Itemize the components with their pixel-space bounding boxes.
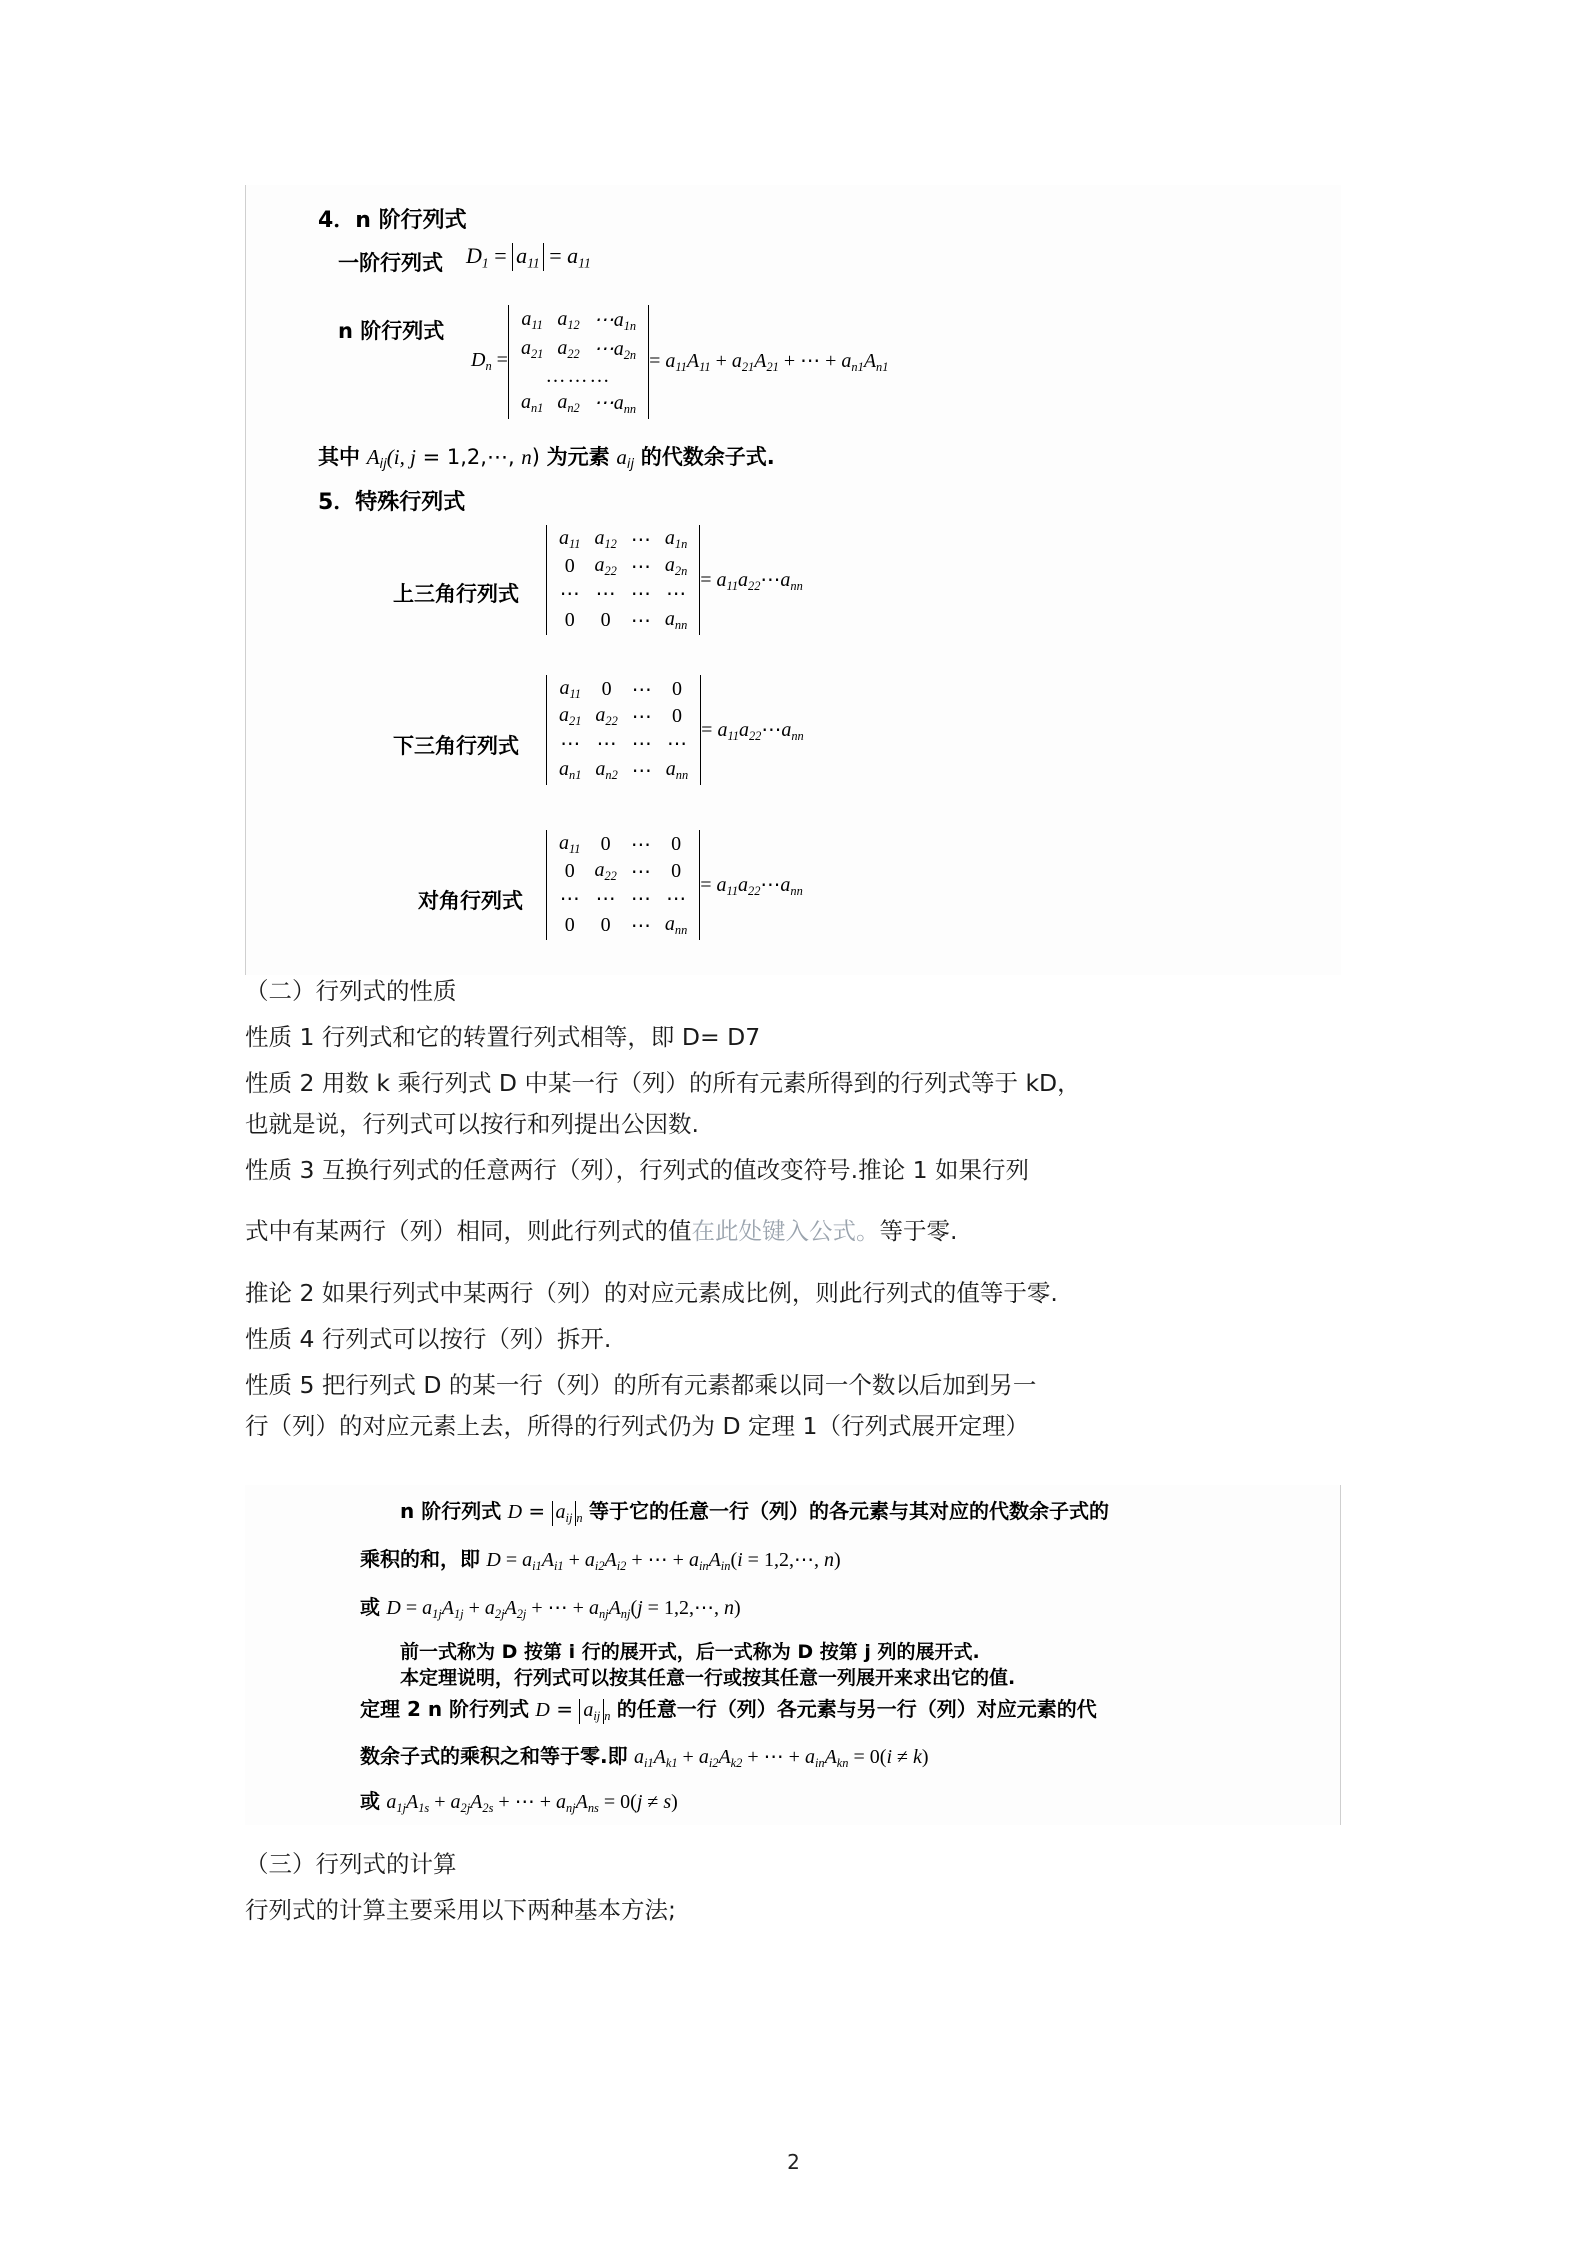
property-3-line2-suffix: 等于零. [879,1217,958,1245]
figure1-n-order-formula: $D_n$ = $a_{11}$ $a_{12}$ $\cdots a_{1n}$ $a_{21}$ $a_{22}$ $\cdots a_{2n}$ ……… $a_{n1}$ $a_{n2}$ $\cdots a_{nn}$ = $a_{11}A_{11} + a_{21}A_{21}$ + ⋯ + $a_{n1}A_{n1}$ [471,305,888,419]
figure2-line-2: 乘积的和，即 $D = a_{i1}A_{i1} + a_{i2}A_{i2}$ + ⋯ + $a_{in}A_{in}(i$ = 1,2,⋯, n) [360,1547,841,1573]
matrix-lower-triangular: $a_{11}$ 0 ⋯ 0 $a_{21}$ $a_{22}$ ⋯ 0 ⋯ ⋯ ⋯ ⋯ $a_{n1}$ $a_{n2}$ ⋯ $a_{nn}$ [546,675,701,785]
figure2-line-3: 或 $D = a_{1j}A_{1j} + a_{2j}A_{2j}$ + ⋯ + $a_{nj}A_{nj}(j$ = 1,2,⋯, n) [360,1595,741,1621]
figure2-line-7: 数余子式的乘积之和等于零.即 $a_{i1}A_{k1} + a_{i2}A_{k2}$ + ⋯ + $a_{in}A_{kn} = 0(i \ne k)$ [360,1744,929,1770]
section-three-title: （三）行列式的计算 [245,1850,457,1878]
corollary-2: 推论 2 如果行列式中某两行（列）的对应元素成比例，则此行列式的值等于零. [245,1279,1058,1307]
upper-triangular-label: 上三角行列式 [393,582,519,606]
matrix-n-order: $a_{11}$ $a_{12}$ $\cdots a_{1n}$ $a_{21}$ $a_{22}$ $\cdots a_{2n}$ ……… $a_{n1}$ $a_{n2}$ $\cdots a_{nn}$ [508,305,649,419]
figure1-first-order-label: 一阶行列式 [338,251,443,275]
property-1: 性质 1 行列式和它的转置行列式相等，即 D= D7 [245,1023,761,1051]
figure-expansion-theorem [245,1485,1341,1825]
figure1-first-order-formula: $D_1 = a_{11} = a_{11}$ [466,243,591,271]
figure1-heading-5: 5．特殊行列式 [318,490,466,515]
figure1-n-order-label: n 阶行列式 [338,319,445,343]
property-5-line2: 行（列）的对应元素上去，所得的行列式仍为 D 定理 1（行列式展开定理） [245,1412,1029,1440]
matrix-diagonal: $a_{11}$ 0 ⋯ 0 0 $a_{22}$ ⋯ 0 ⋯ ⋯ ⋯ ⋯ 0 0 ⋯ $a_{nn}$ [546,830,700,940]
figure1-where-line: 其中 $A_{ij}(i$, j = 1,2,⋯, n) 为元素 $a_{ij}$ 的代数余子式. [318,445,775,473]
property-3-line2-prefix: 式中有某两行（列）相同，则此行列式的值 [245,1217,692,1245]
matrix-upper-triangular: $a_{11}$ $a_{12}$ ⋯ $a_{1n}$ 0 $a_{22}$ ⋯ $a_{2n}$ ⋯ ⋯ ⋯ ⋯ 0 0 ⋯ $a_{nn}$ [546,525,700,635]
figure2-line-1: n 阶行列式 $D = a_{ij}$ $_n$ 等于它的任意一行（列）的各元素与其对应的代数余子式的 [400,1499,1109,1525]
lower-triangular-formula: $a_{11}$ 0 ⋯ 0 $a_{21}$ $a_{22}$ ⋯ 0 ⋯ ⋯ ⋯ ⋯ $a_{n1}$ $a_{n2}$ ⋯ $a_{nn}$ = $a_{11}a_{22}\cdots a_{nn}$ [546,675,804,785]
figure2-line-4: 前一式称为 D 按第 i 行的展开式，后一式称为 D 按第 j 列的展开式. [400,1641,980,1663]
property-4: 性质 4 行列式可以按行（列）拆开. [245,1325,612,1353]
page-number: 2 [787,2150,800,2174]
property-3-line1: 性质 3 互换行列式的任意两行（列），行列式的值改变符号.推论 1 如果行列 [245,1156,1030,1184]
figure2-line-5: 本定理说明，行列式可以按其任意一行或按其任意一列展开来求出它的值. [400,1667,1016,1689]
section-two-title: （二）行列式的性质 [245,977,457,1005]
figure1-heading-4: 4．n 阶行列式 [318,208,467,233]
formula-placeholder-text: 在此处键入公式。 [691,1217,880,1245]
property-2-line1: 性质 2 用数 k 乘行列式 D 中某一行（列）的所有元素所得到的行列式等于 kD， [245,1069,1081,1097]
figure-n-order-determinant [245,185,1341,975]
property-3-line2 [245,1212,957,1250]
figure2-line-6: 定理 2 n 阶行列式 $D = a_{ij}$ $_n$ 的任意一行（列）各元素与另一行（列）对应元素的代 [360,1697,1097,1723]
lower-triangular-label: 下三角行列式 [393,734,519,758]
diagonal-formula: $a_{11}$ 0 ⋯ 0 0 $a_{22}$ ⋯ 0 ⋯ ⋯ ⋯ ⋯ 0 0 ⋯ $a_{nn}$ = $a_{11}a_{22}\cdots a_{nn}$ [546,830,803,940]
diagonal-label: 对角行列式 [418,889,523,913]
upper-triangular-formula: $a_{11}$ $a_{12}$ ⋯ $a_{1n}$ 0 $a_{22}$ ⋯ $a_{2n}$ ⋯ ⋯ ⋯ ⋯ 0 0 ⋯ $a_{nn}$ = $a_{11}a_{22}\cdots a_{nn}$ [546,525,803,635]
section-three-paragraph: 行列式的计算主要采用以下两种基本方法; [245,1896,676,1924]
figure2-line-8: 或 $a_{1j}A_{1s} + a_{2j}A_{2s}$ + ⋯ + $a_{nj}A_{ns} = 0(j \ne s)$ [360,1789,678,1815]
property-5-line1: 性质 5 把行列式 D 的某一行（列）的所有元素都乘以同一个数以后加到另一 [245,1371,1037,1399]
property-2-line2: 也就是说，行列式可以按行和列提出公因数. [245,1110,699,1138]
